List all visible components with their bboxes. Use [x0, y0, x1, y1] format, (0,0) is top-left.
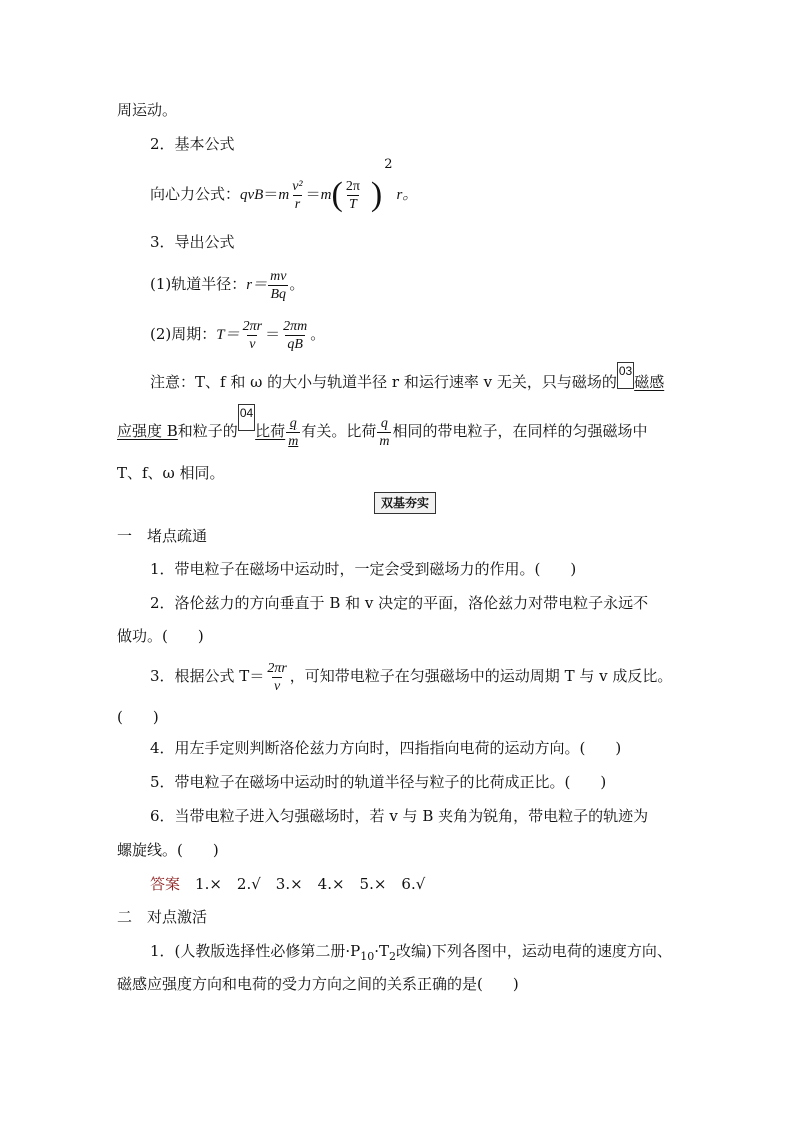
mass-symbol: m [278, 187, 290, 203]
radius-formula [150, 264, 304, 305]
answer-text: 1.× 2.√ 3.× 4.× 5.× 6.√ [195, 875, 426, 893]
question-6-line-1: 6．当带电粒子进入匀强磁场时，若 v 与 B 夹角为锐角，带电粒子的轨迹为 [150, 807, 649, 825]
question-6-line-2: 螺旋线。( ) [117, 841, 219, 859]
exponent: 2 [384, 157, 393, 172]
question-2-line-1: 2．洛伦兹力的方向垂直于 B 和 v 决定的平面，洛伦兹力对带电粒子永远不 [150, 594, 649, 612]
equals-sign: ＝ [305, 185, 321, 203]
blank-answer-03-continued: 应强度 B [117, 422, 178, 440]
blank-answer-03: 磁感 [634, 373, 665, 391]
fraction-numerator: 2πr [267, 660, 287, 676]
centripetal-formula [150, 157, 418, 217]
fraction-numerator: 2π [345, 178, 360, 194]
part1-heading: 一 堵点疏通 [117, 527, 208, 545]
fraction-numerator: 2πm [283, 318, 308, 334]
question-3-text: ，可知带电粒子在匀强磁场中的运动周期 T 与 v 成反比。 [289, 667, 673, 685]
fraction-mv-over-bq [268, 268, 288, 303]
question-4: 4．用左手定则判断洛伦兹力方向时，四指指向电荷的运动方向。( ) [150, 739, 622, 757]
question-5: 5．带电粒子在磁场中运动时的轨道半径与粒子的比荷成正比。( ) [150, 773, 607, 791]
problem-1-text: 1．(人教版选择性必修第二册·P [150, 942, 361, 960]
period-formula [150, 314, 325, 355]
note-line-3: T、f、ω 相同。 [117, 464, 225, 482]
fraction-numerator: 2πr [242, 318, 263, 334]
question-1: 1．带电粒子在磁场中运动时，一定会受到磁场力的作用。( ) [150, 560, 577, 578]
radius-lhs: r＝ [246, 277, 268, 293]
formula-tail: 。 [289, 275, 305, 293]
left-paren: ( [331, 176, 343, 213]
blank-answer-04-label: 比荷 [255, 422, 286, 440]
fraction-denominator: m [288, 433, 299, 449]
radius-label: (1)轨道半径： [150, 275, 247, 293]
fraction-numerator: q [380, 415, 388, 431]
question-3-line-2: ( ) [117, 708, 159, 726]
centripetal-label: 向心力公式： [150, 185, 241, 203]
problem-1-text: 改编)下列各图中，运动电荷的速度方向、 [396, 942, 672, 960]
fraction-q-over-m-answer [286, 415, 300, 450]
paragraph-end: 周运动。 [117, 101, 178, 119]
formula-tail: r。 [396, 187, 418, 203]
problem-1-line-2: 磁感应强度方向和电荷的受力方向之间的关系正确的是( ) [117, 975, 519, 993]
note-text: T、f 和 ω 的大小与轨道半径 r 和运行速率 v 无关，只与磁场的 [195, 373, 617, 391]
note-label: 注意： [150, 373, 196, 391]
note-text: 有关。比荷 [301, 422, 377, 440]
mass-symbol: m [320, 187, 332, 203]
fraction-2pi-over-t [344, 178, 362, 213]
period-label: (2)周期： [150, 325, 217, 343]
fraction-v2-over-r [290, 178, 304, 213]
section-heading-derived-formulas: 3．导出公式 [150, 233, 235, 251]
problem-1-text: ·T [374, 942, 390, 960]
note-text: 相同的带电粒子，在同样的匀强磁场中 [392, 422, 648, 440]
fraction-denominator: v [273, 678, 281, 694]
equals-sign: ＝ [265, 325, 281, 343]
answer-line [150, 874, 425, 894]
formula-tail: 。 [310, 325, 326, 343]
fraction-numerator: v² [292, 178, 303, 194]
fraction-q-over-m [377, 415, 391, 450]
period-lhs: T＝ [216, 327, 240, 343]
fraction-denominator: v [249, 336, 256, 352]
fraction-denominator: qB [287, 336, 303, 352]
fraction-denominator: r [294, 196, 301, 212]
answer-label: 答案 [150, 875, 181, 893]
blank-number-03: 03 [617, 362, 634, 389]
fraction-denominator: T [348, 196, 357, 212]
problem-1-line-1 [150, 941, 672, 961]
fraction-2pir-over-v [241, 318, 264, 353]
subscript: 2 [389, 950, 397, 963]
fraction-2pir-over-v [265, 660, 288, 695]
question-3-text: 3．根据公式 T＝ [150, 667, 265, 685]
formula-lhs: qvB [240, 187, 264, 203]
fraction-denominator: Bq [270, 286, 287, 302]
note-line-1 [150, 364, 665, 392]
fraction-numerator: q [289, 415, 297, 431]
fraction-2pim-over-qb [281, 318, 309, 353]
note-line-2 [117, 406, 648, 450]
section-tag: 双基夯实 [374, 492, 436, 514]
right-paren: ) [370, 176, 383, 213]
blank-number-04: 04 [238, 404, 255, 431]
question-3-line-1 [150, 656, 672, 696]
question-2-line-2: 做功。( ) [117, 627, 204, 645]
equals-sign: ＝ [263, 185, 279, 203]
subscript: 10 [360, 950, 375, 963]
fraction-denominator: m [379, 433, 390, 449]
part2-heading: 二 对点激活 [117, 908, 208, 926]
fraction-numerator: mv [270, 268, 287, 284]
section-heading-basic-formulas: 2．基本公式 [150, 135, 235, 153]
note-text: 和粒子的 [177, 422, 238, 440]
